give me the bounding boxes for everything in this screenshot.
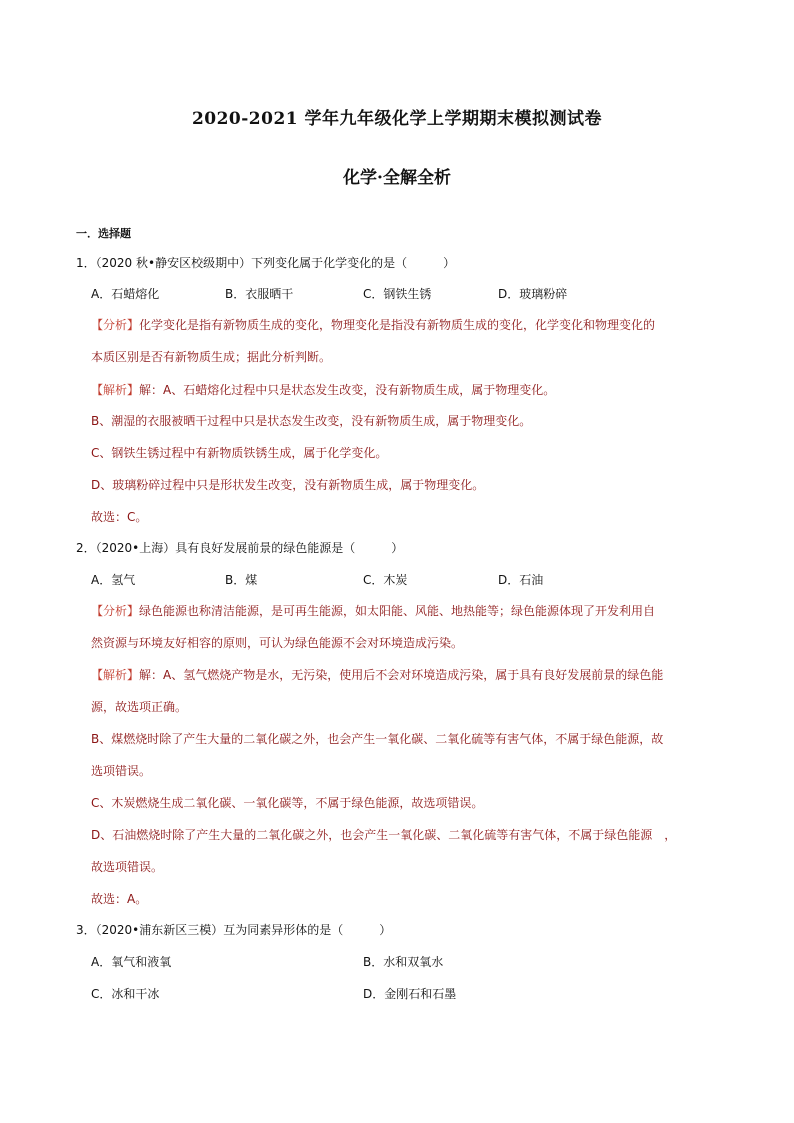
- q1-solution-c: C、钢铁生锈过程中有新物质铁锈生成，属于化学变化。: [91, 446, 388, 460]
- q1-analysis-tag: 【分析】: [91, 318, 140, 332]
- question-1-stem: 1．（2020 秋•静安区校级期中）下列变化属于化学变化的是（ ）: [76, 256, 456, 270]
- q1-analysis-line-1: [91, 317, 655, 333]
- q1-solution-d: D、玻璃粉碎过程中只是形状发生改变，没有新物质生成，属于物理变化。: [91, 478, 485, 492]
- q1-answer: 故选：C。: [91, 510, 148, 524]
- q1-option-c: C．钢铁生锈: [363, 287, 432, 301]
- q2-solution-b-2: 选项错误。: [91, 764, 152, 778]
- question-3-stem: 3．（2020•浦东新区三模）互为同素异形体的是（ ）: [76, 923, 392, 937]
- q3-option-a: A．氧气和液氧: [91, 955, 172, 969]
- page-title: 2020-2021 学年九年级化学上学期期末模拟测试卷: [191, 109, 603, 129]
- q1-option-b: B．衣服晒干: [225, 287, 294, 301]
- q1-solution-line-1: [91, 382, 555, 398]
- q2-solution-text-1: 解：A、氢气燃烧产物是水，无污染，使用后不会对环境造成污染，属于具有良好发展前景的绿色能: [139, 668, 664, 682]
- q2-option-c: C．木炭: [363, 573, 408, 587]
- q2-analysis-line-1: [91, 603, 655, 619]
- page-subtitle: 化学·全解全析: [343, 168, 451, 188]
- question-2-stem: 2．（2020•上海）具有良好发展前景的绿色能源是（ ）: [76, 541, 404, 555]
- q1-solution-b: B、潮湿的衣服被晒干过程中只是状态发生改变，没有新物质生成，属于物理变化。: [91, 414, 532, 428]
- q1-option-d: D．玻璃粉碎: [498, 287, 568, 301]
- q1-solution-text-1: 解：A、石蜡熔化过程中只是状态发生改变，没有新物质生成，属于物理变化。: [139, 383, 556, 397]
- q2-analysis-tag: 【分析】: [91, 604, 140, 618]
- q2-analysis-line-2: 然资源与环境友好相容的原则，可认为绿色能源不会对环境造成污染。: [91, 636, 464, 650]
- q3-option-c: C．冰和干冰: [91, 987, 160, 1001]
- q2-option-a: A．氢气: [91, 573, 136, 587]
- q1-analysis-text-1: 化学变化是指有新物质生成的变化，物理变化是指没有新物质生成的变化，化学变化和物理变化的: [139, 318, 656, 332]
- q1-option-a: A．石蜡熔化: [91, 287, 160, 301]
- q3-option-d: D．金刚石和石墨: [363, 987, 457, 1001]
- q2-solution-d-2: 故选项错误。: [91, 860, 164, 874]
- q2-solution-b-1: B、煤燃烧时除了产生大量的二氧化碳之外，也会产生一氧化碳、二氧化硫等有害气体，不属于绿色能源，故: [91, 732, 664, 746]
- q2-answer: 故选：A。: [91, 892, 148, 906]
- q2-solution-c: C、木炭燃烧生成二氧化碳、一氧化碳等，不属于绿色能源，故选项错误。: [91, 796, 484, 810]
- q1-solution-tag: 【解析】: [91, 383, 140, 397]
- q2-analysis-text-1: 绿色能源也称清洁能源，是可再生能源，如太阳能、风能、地热能等；绿色能源体现了开发利用自: [139, 604, 656, 618]
- q2-solution-line-1: [91, 667, 663, 683]
- section-heading: 一．选择题: [76, 227, 131, 240]
- q2-solution-line-2: 源，故选项正确。: [91, 700, 188, 714]
- q1-analysis-line-2: 本质区别是否有新物质生成；据此分析判断。: [91, 350, 332, 364]
- q2-solution-d-1: D、石油燃烧时除了产生大量的二氧化碳之外，也会产生一氧化碳、二氧化硫等有害气体，不属于绿色能源 ，: [91, 828, 677, 842]
- q2-solution-tag: 【解析】: [91, 668, 140, 682]
- q2-option-d: D．石油: [498, 573, 544, 587]
- q3-option-b: B．水和双氧水: [363, 955, 444, 969]
- q2-option-b: B．煤: [225, 573, 258, 587]
